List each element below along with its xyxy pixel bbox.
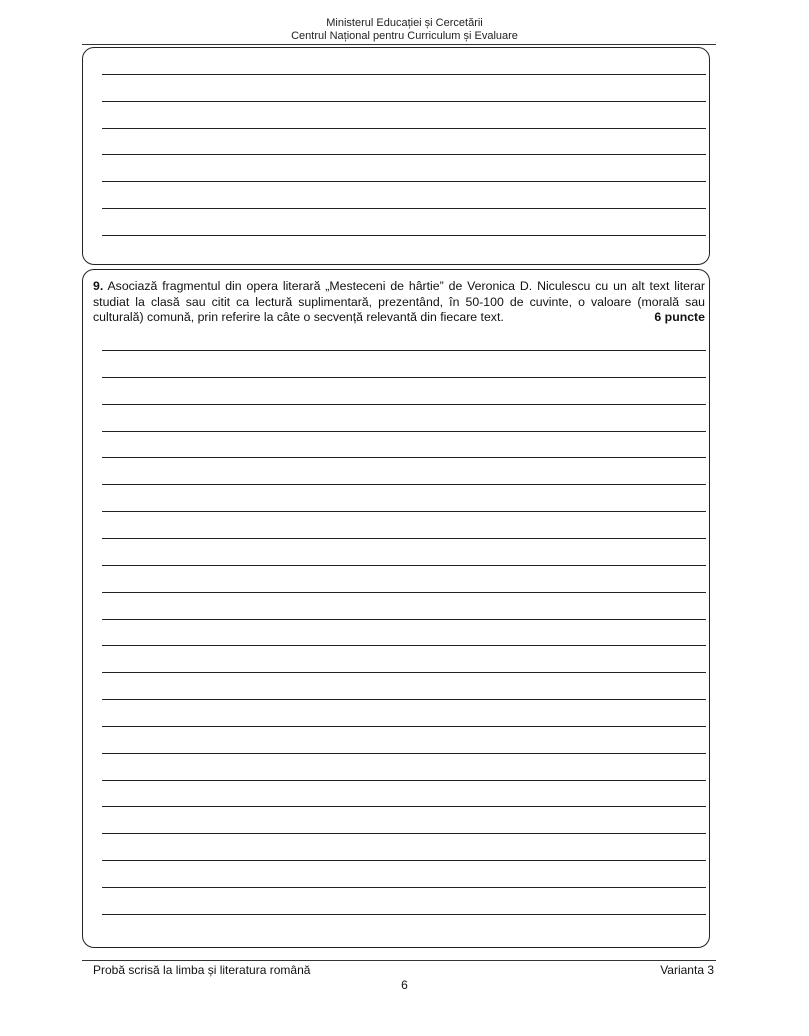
answer-line — [102, 753, 706, 754]
answer-line — [102, 511, 706, 512]
answer-line — [102, 74, 706, 75]
answer-line — [102, 645, 706, 646]
exam-title: Probă scrisă la limba și literatura română — [93, 963, 311, 977]
answer-box-previous — [82, 47, 710, 265]
question-text: Asociază fragmentul din opera literară „Mesteceni de hârtie” de Veronica D. Niculescu cu un alt text literar studiat la clasă sau citit ca lectură suplimentară, prezentând, în 50-100 de cuvinte, o valoare (morală sau culturală) comună, prin referire la câte o secvență relevantă din fiecare text. — [93, 279, 705, 324]
answer-line — [102, 619, 706, 620]
answer-line — [102, 726, 706, 727]
answer-line — [102, 208, 706, 209]
answer-line — [102, 101, 706, 102]
answer-line — [102, 887, 706, 888]
answer-line — [102, 592, 706, 593]
question-9 — [93, 279, 705, 326]
answer-line — [102, 833, 706, 834]
answer-line — [102, 235, 706, 236]
page-header — [0, 17, 809, 43]
center-name: Centrul Național pentru Curriculum și Evaluare — [291, 30, 518, 42]
answer-line — [102, 457, 706, 458]
answer-line — [102, 672, 706, 673]
answer-line — [102, 699, 706, 700]
answer-line — [102, 128, 706, 129]
answer-line — [102, 431, 706, 432]
answer-line — [102, 181, 706, 182]
answer-line — [102, 914, 706, 915]
answer-line — [102, 538, 706, 539]
question-number: 9. — [93, 279, 104, 293]
answer-line — [102, 484, 706, 485]
variant-label: Varianta 3 — [660, 963, 714, 977]
answer-line — [102, 404, 706, 405]
question-points: 6 puncte — [654, 310, 705, 324]
answer-line — [102, 565, 706, 566]
footer-divider — [82, 960, 716, 961]
answer-line — [102, 780, 706, 781]
answer-line — [102, 154, 706, 155]
answer-box-question-9 — [82, 269, 710, 948]
answer-line — [102, 806, 706, 807]
header-divider — [82, 44, 716, 45]
answer-line — [102, 860, 706, 861]
answer-line — [102, 350, 706, 351]
answer-line — [102, 377, 706, 378]
ministry-name: Ministerul Educației și Cercetării — [326, 17, 483, 29]
page-number: 6 — [401, 978, 408, 992]
